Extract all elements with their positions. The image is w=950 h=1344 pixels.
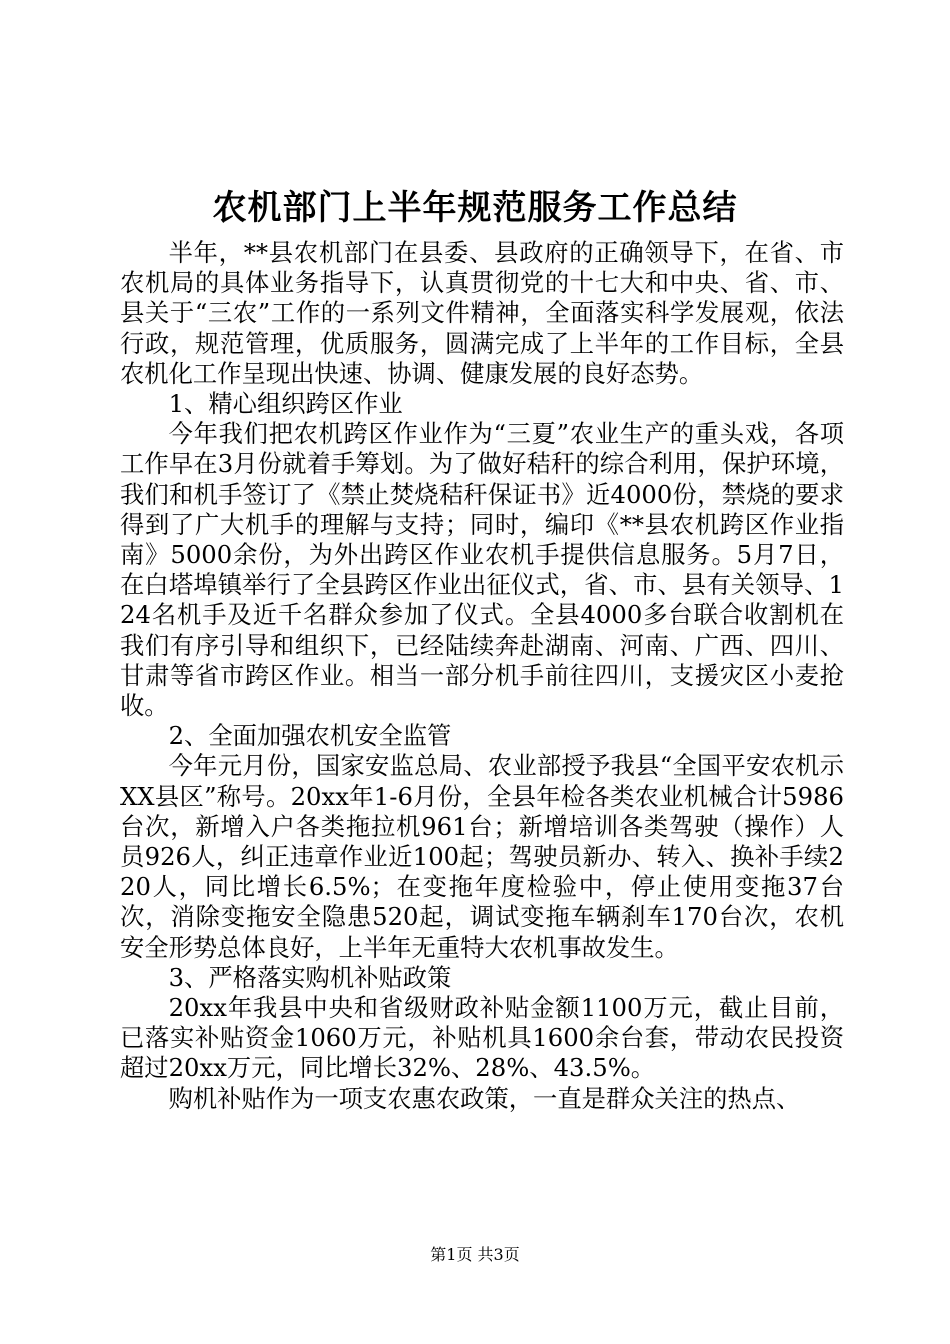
paragraph-section-3: 20xx年我县中央和省级财政补贴金额1100万元，截止目前，已落实补贴资金1060万元，补贴机具1600余台套，带动农民投资超过20xx万元，同比增长32%、28%、43.5%。 — [120, 993, 844, 1083]
section-heading-3: 3、严格落实购机补贴政策 — [168, 962, 452, 992]
document-title: 农机部门上半年规范服务工作总结 — [212, 188, 738, 228]
section-heading-1: 1、精心组织跨区作业 — [168, 389, 403, 419]
document-body — [120, 238, 844, 1114]
paragraph-subsidy: 购机补贴作为一项支农惠农政策，一直是群众关注的热点、 — [168, 1083, 801, 1113]
section-heading-2: 2、全面加强农机安全监管 — [168, 721, 452, 751]
page-footer: 第1页 共3页 — [430, 1245, 520, 1264]
paragraph-section-2: 今年元月份，国家安监总局、农业部授予我县“全国平安农机示XX县区”称号。20xx年1-6月份，全县年检各类农业机械合计5986台次，新增入户各类拖拉机961台；新增培训各类驾驶（操作）人员926人，纠正违章作业近100起；驾驶员新办、转入、换补手续220人，同比增长6.5%；在变拖年度检验中，停止使用变拖37台次，消除变拖安全隐患520起，调试变拖车辆刹车170台次，农机安全形势总体良好，上半年无重特大农机事故发生。 — [120, 751, 844, 962]
paragraph-section-1: 今年我们把农机跨区作业作为“三夏”农业生产的重头戏，各项工作早在3月份就着手筹划。为了做好秸秆的综合利用，保护环境，我们和机手签订了《禁止焚烧秸秆保证书》近4000份，禁烧的要求得到了广大机手的理解与支持；同时，编印《**县农机跨区作业指南》5000余份，为外出跨区作业农机手提供信息服务。5月7日，在白塔埠镇举行了全县跨区作业出征仪式，省、市、县有关领导、124名机手及近千名群众参加了仪式。全县4000多台联合收割机在我们有序引导和组织下，已经陆续奔赴湖南、河南、广西、四川、甘肃等省市跨区作业。相当一部分机手前往四川，支援灾区小麦抢收。 — [120, 419, 844, 721]
paragraph-intro: 半年，**县农机部门在县委、县政府的正确领导下，在省、市农机局的具体业务指导下，认真贯彻党的十七大和中央、省、市、县关于“三农”工作的一系列文件精神，全面落实科学发展观，依法行政，规范管理，优质服务，圆满完成了上半年的工作目标，全县农机化工作呈现出快速、协调、健康发展的良好态势。 — [120, 238, 844, 388]
